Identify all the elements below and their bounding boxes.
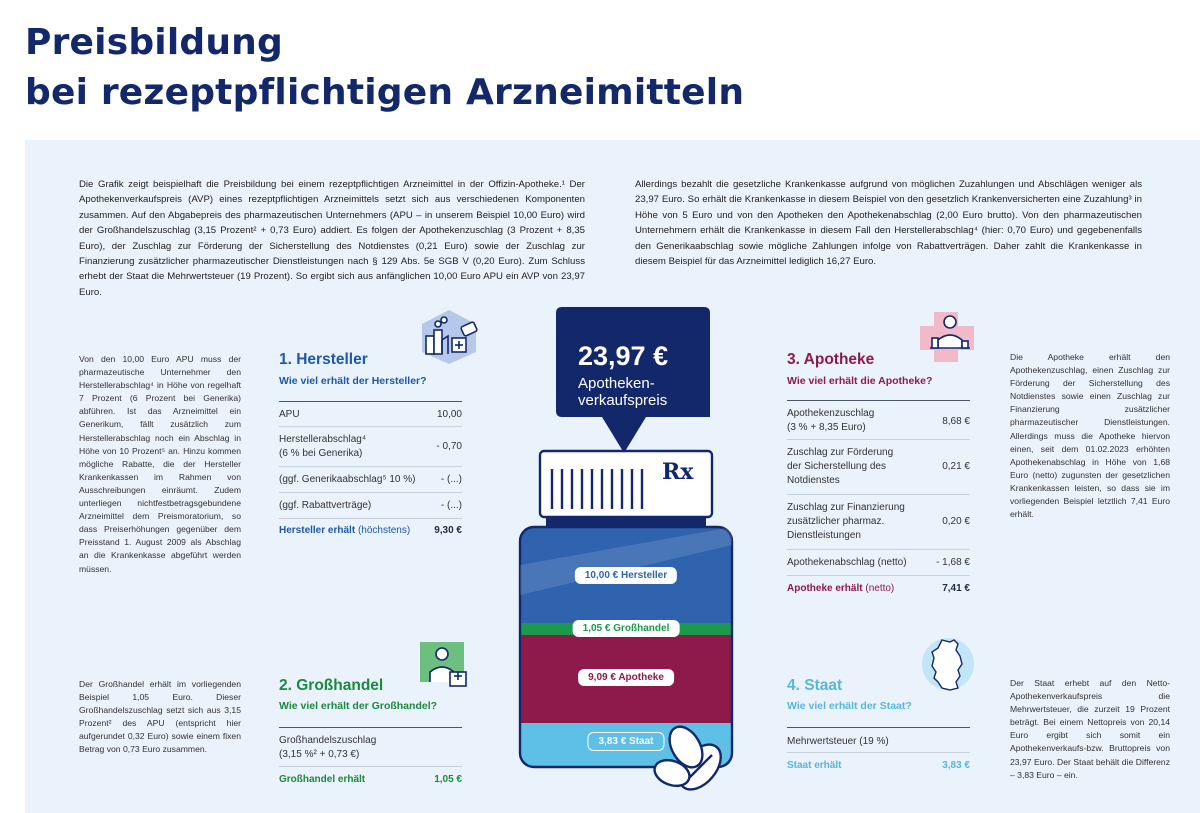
- pharmacist-icon: [918, 308, 976, 362]
- bottle-price: 23,97 €: [578, 341, 669, 371]
- apotheke-total-row: Apotheke erhält (netto) 7,41 €: [787, 583, 970, 594]
- table-row: (ggf. Rabattverträge) - (...): [279, 493, 462, 519]
- staat-subtitle: Wie viel erhält der Staat?: [787, 700, 912, 712]
- grosshandel-subtitle: Wie viel erhält der Großhandel?: [279, 700, 438, 712]
- side-note-apotheke: Die Apotheke erhält den Apothekenzuschlag, einen Zuschlag zur Förderung der Sicherstellung des Notdienstes sowie einen Zuschlag zur Finanzierung zusätzlicher pharmazeutischer Dienstleistungen. Allerdings muss die Apotheke hiervon einen, seit dem 01.02.2023 erhöhten Apothekenabschlag in Höhe von 1,68 Euro (netto) zugunsten der gesetzlichen Krankenkassen leisten, so dass sie im vorliegenden Beispiel letztlich 7,41 Euro erhält.: [1010, 352, 1170, 520]
- page-title: [25, 18, 744, 118]
- side-note-grosshandel: Der Großhandel erhält im vorliegenden Beispiel 1,05 Euro. Dieser Großhandelszuschlag setzt sich aus 3,15 Prozent² des APU (entspricht hier aufgerundet 0,32 Euro) sowie einem fixen Betrag von 0,73 Euro zusammen.: [79, 679, 241, 755]
- apotheke-title: 3. Apotheke: [787, 351, 875, 368]
- bottle-price-label: Apotheken- verkaufspreis: [578, 375, 668, 409]
- intro-left-text: Die Grafik zeigt beispielhaft die Preisbildung bei einem rezeptpflichtigen Arzneimittel in der Offizin-Apotheke.¹ Der Apothekenverkaufspreis (AVP) eines rezeptpflichtigen Arzneimittels setzt sich aus verschiedenen Komponenten zusammen. Auf den Abgabepreis des pharmazeutischen Unternehmers (APU – in unserem Beispiel 10,00 Euro) wird der Großhandelszuschlag (3,15 Prozent² + 0,73 Euro) addiert. Es folgen der Apothekenzuschlag (3 Prozent + 8,35 Euro), der Zuschlag zur Förderung der Sicherstellung des Notdienstes (0,21 Euro) sowie der Zuschlag zur Finanzierung zusätzlicher pharmazeutischer Dienstleistungen nach § 129 Abs. 5e SGB V (0,20 Euro). Zum Schluss erhebt der Staat die Mehrwertsteuer (19 Prozent). So ergibt sich aus anfänglichen 10,00 Euro APU ein AVP von 23,97 Euro.: [79, 179, 585, 298]
- page-title-line2: bei rezeptpflichtigen Arzneimitteln: [25, 72, 745, 113]
- segment-label-grosshandel: 1,05 € Großhandel: [573, 620, 680, 637]
- grosshandel-total-row: Großhandel erhält 1,05 €: [279, 774, 462, 785]
- warehouse-worker-icon: [420, 642, 470, 690]
- table-row: (ggf. Generikaabschlag⁵ 10 %) - (...): [279, 467, 462, 493]
- side-note-staat: Der Staat erhebt auf den Netto-Apothekenverkaufspreis die Mehrwertsteuer, die zurzeit 19 Prozent beträgt. Bei einem Nettopreis von 20,14 Euro ergibt sich somit ein Apothekenverkaufs-bzw. Bruttopreis von 23,97 Euro. Der Staat behält die Differenz – 3,83 Euro – ein.: [1010, 678, 1170, 780]
- staat-total-row: Staat erhält 3,83 €: [787, 760, 970, 771]
- segment-label-apotheke: 9,09 € Apotheke: [578, 669, 674, 686]
- apotheke-table: [787, 400, 970, 600]
- hersteller-total-row: Hersteller erhält (höchstens) 9,30 €: [279, 525, 462, 536]
- rx-label: Rx: [662, 459, 694, 485]
- intro-right-text: Allerdings bezahlt die gesetzliche Krankenkasse aufgrund von möglichen Zuzahlungen und Abschlägen weniger als 23,97 Euro. So erhält die Krankenkasse in diesem Beispiel von den gesetzlich Krankenversicherten eine Zuzahlung³ in Höhe von 5 Euro und von den Apotheken den Apothekenabschlag (2,00 Euro brutto). Von den pharmazeutischen Unternehmern erhält die Krankenkasse in diesem Fall den Herstellerabschlag⁴ (hier: 0,70 Euro) und gegebenenfalls den Generikaabschlag sowie mögliche Zahlungen infolge von Rabattverträgen. Daher zahlt die Krankenkasse in diesem Beispiel für das Arzneimittel lediglich 16,27 Euro.: [635, 179, 1142, 268]
- hersteller-title: 1. Hersteller: [279, 351, 368, 368]
- table-row: Apothekenzuschlag (3 % + 8,35 Euro) 8,68 €: [787, 400, 970, 440]
- hersteller-subtitle: Wie viel erhält der Hersteller?: [279, 375, 427, 387]
- apotheke-subtitle: Wie viel erhält die Apotheke?: [787, 375, 933, 387]
- germany-map-icon: [920, 636, 976, 694]
- table-row: APU 10,00: [279, 401, 462, 427]
- medicine-bottle-graphic: [518, 305, 734, 795]
- table-row: Mehrwertsteuer (19 %): [787, 727, 970, 753]
- page-title-line1: Preisbildung: [25, 22, 283, 63]
- grosshandel-table: [279, 727, 462, 791]
- table-row: Herstellerabschlag⁴ (6 % bei Generika) - 0,70: [279, 427, 462, 467]
- table-row: Zuschlag zur Förderung der Sicherstellung des Notdienstes 0,21 €: [787, 440, 970, 495]
- segment-label-staat: 3,83 € Staat: [587, 732, 664, 751]
- factory-icon: [418, 310, 480, 364]
- table-row: Großhandelszuschlag (3,15 %² + 0,73 €): [279, 727, 462, 767]
- hersteller-table: [279, 401, 462, 543]
- staat-table: [787, 727, 970, 777]
- table-row: Zuschlag zur Finanzierung zusätzlicher pharmaz. Dienstleistungen 0,20 €: [787, 495, 970, 550]
- grosshandel-title: 2. Großhandel: [279, 677, 384, 694]
- side-note-hersteller: Von den 10,00 Euro APU muss der pharmazeutische Unternehmer den Herstellerabschlag⁴ in Höhe von regelhaft 7 Prozent (6 Prozent bei Generika) abführen. Ist das Arzneimittel ein Generikum, fällt zusätzlich zum Herstellerabschlag noch ein Abschlag in Höhe von 10 Prozent⁵ an. Hinzu kommen mögliche Rabatte, die der Hersteller Krankenkassen im Rahmen von Ausschreibungen einräumt. Zudem unterliegen nichtfestbetragsgebundene Arzneimittel dem Preismoratorium, so dass Preiserhöhungen gegenüber dem Preisstand 1. August 2009 als Abschlag an die Krankenkasse abgeführt werden müssen.: [79, 354, 241, 574]
- staat-title: 4. Staat: [787, 677, 843, 694]
- table-row: Apothekenabschlag (netto) - 1,68 €: [787, 550, 970, 576]
- segment-label-hersteller: 10,00 € Hersteller: [575, 567, 677, 584]
